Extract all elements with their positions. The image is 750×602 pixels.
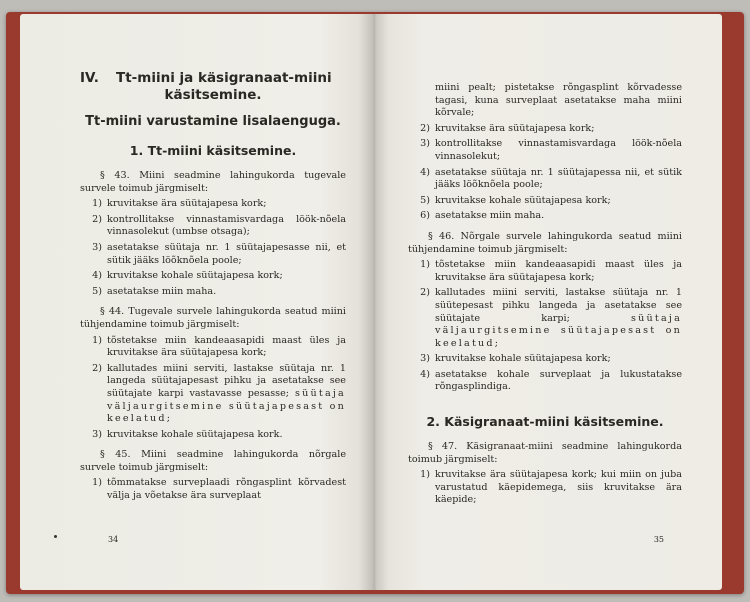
section-heading-2: 2. Käsigranaat-miini käsitsemine. (426, 414, 664, 430)
list-item: 3) kruvitakse kohale süütajapesa kork; (420, 353, 611, 365)
page-number-right: 35 (653, 535, 664, 544)
paragraph-47-intro: § 47. Käsigranaat-miini seadmine lahingukorda toimub järgmiselt: (408, 441, 682, 465)
chapter-title-line2: käsitsemine. (164, 87, 262, 103)
list-item: 1) tõstetakse miin kandeaasapidi maast üles ja kruvitakse ära süütajapesa kork; (92, 334, 346, 359)
left-page (20, 14, 372, 590)
subtitle: Tt-miini varustamine lisalaenguga. (85, 114, 341, 129)
list-item: 4) asetatakse süütaja nr. 1 süütajapessa nii, et sütik jääks löõknõela poole; (420, 166, 682, 191)
ink-dot (54, 535, 57, 538)
list-item: 4) kruvitakse kohale süütajapesa kork; (92, 270, 283, 282)
list-item: 3) kontrollitakse vinnastamisvardaga löök-nõela vinnasolekut; (420, 138, 682, 162)
list-item: 2) kallutades miini serviti, lastakse süütaja nr. 1 süütepesast pihku langeda ja asetatakse see süütajate karpi; süütaja väljaurgitsemine süütajapesast on keelatud; (420, 287, 682, 349)
paragraph-45-continued: miini pealt; pistetakse rõngasplint kõrvadesse tagasi, kuna surveplaat asetatakse maha miini kõrvale; (435, 82, 682, 119)
paragraph-46-list (408, 259, 682, 394)
section-heading-1: 1. Tt-miini käsitsemine. (129, 143, 297, 158)
page-number-left: 34 (108, 535, 119, 544)
list-item: 3) asetatakse süütaja nr. 1 süütajapesasse nii, et sütik jääks löõknõela poole; (92, 241, 346, 266)
list-item: 5) asetatakse miin maha. (92, 285, 217, 297)
chapter-heading (80, 70, 346, 104)
paragraph-43-list (80, 198, 346, 298)
paragraph-45-intro: § 45. Miini seadmine lahingukorda nõrgale survele toimub järgmiselt: (80, 449, 346, 473)
paragraph-44-intro: § 44. Tugevale survele lahingukorda seatud miini tühjendamine toimub järgmiselt: (80, 306, 346, 330)
list-item: 6) asetatakse miin maha. (420, 210, 545, 222)
paragraph-45-list-continued (408, 123, 682, 223)
list-item: 1) kruvitakse ära süütajapesa kork; kui miin on juba varustatud käepidemega, siis kruvitakse ära käepide; (420, 469, 682, 506)
paragraph-46-intro: § 46. Nõrgale survele lahingukorda seatud miini tühjendamine toimub järgmiselt: (408, 230, 682, 255)
list-item: 1) kruvitakse ära süütajapesa kork; (92, 198, 267, 210)
list-item: 5) kruvitakse kohale süütajapesa kork; (420, 194, 611, 206)
list-item: 4) asetatakse kohale surveplaat ja lukustatakse rõngasplindiga. (420, 368, 682, 393)
list-item: 2) kruvitakse ära süütajapesa kork; (420, 122, 595, 134)
paragraph-43-intro: § 43. Miini seadmine lahingukorda tugevale survele toimub järgmiselt: (80, 170, 346, 194)
list-item: 3) kruvitakse kohale süütajapesa kork. (92, 428, 283, 440)
chapter-number: IV. (80, 70, 99, 86)
right-page (372, 14, 722, 590)
emphasis-spaced: süütaja väljaurgitsemine süütajapesast on keelatud; (435, 312, 682, 349)
emphasis-spaced: süütaja väljaurgitsemine süütajapesast on keelatud; (107, 387, 346, 425)
chapter-title-line1: Tt-miini ja käsigranaat-miini (116, 70, 332, 86)
paragraph-45-list (80, 477, 346, 502)
paragraph-44-list (80, 335, 346, 442)
list-item: 1) tõstetakse miin kandeaasapidi maast üles ja kruvitakse ära süütajapesa kork; (420, 259, 682, 283)
list-item: 2) kontrollitakse vinnastamisvardaga löök-nõela vinnasolekut (umbse otsaga); (92, 213, 346, 238)
paragraph-47-list (408, 469, 682, 507)
list-item: 1) tõmmatakse surveplaadi rõngasplint kõrvadest välja ja võetakse ära surveplaat (92, 477, 346, 502)
list-item: 2) kallutades miini serviti, lastakse süütaja nr. 1 langeda süütajapesast pihku ja asetatakse see süütajate karpi vastavasse pesasse; süütaja väljaurgitsemine süütajapesast on keelatud; (92, 362, 346, 425)
